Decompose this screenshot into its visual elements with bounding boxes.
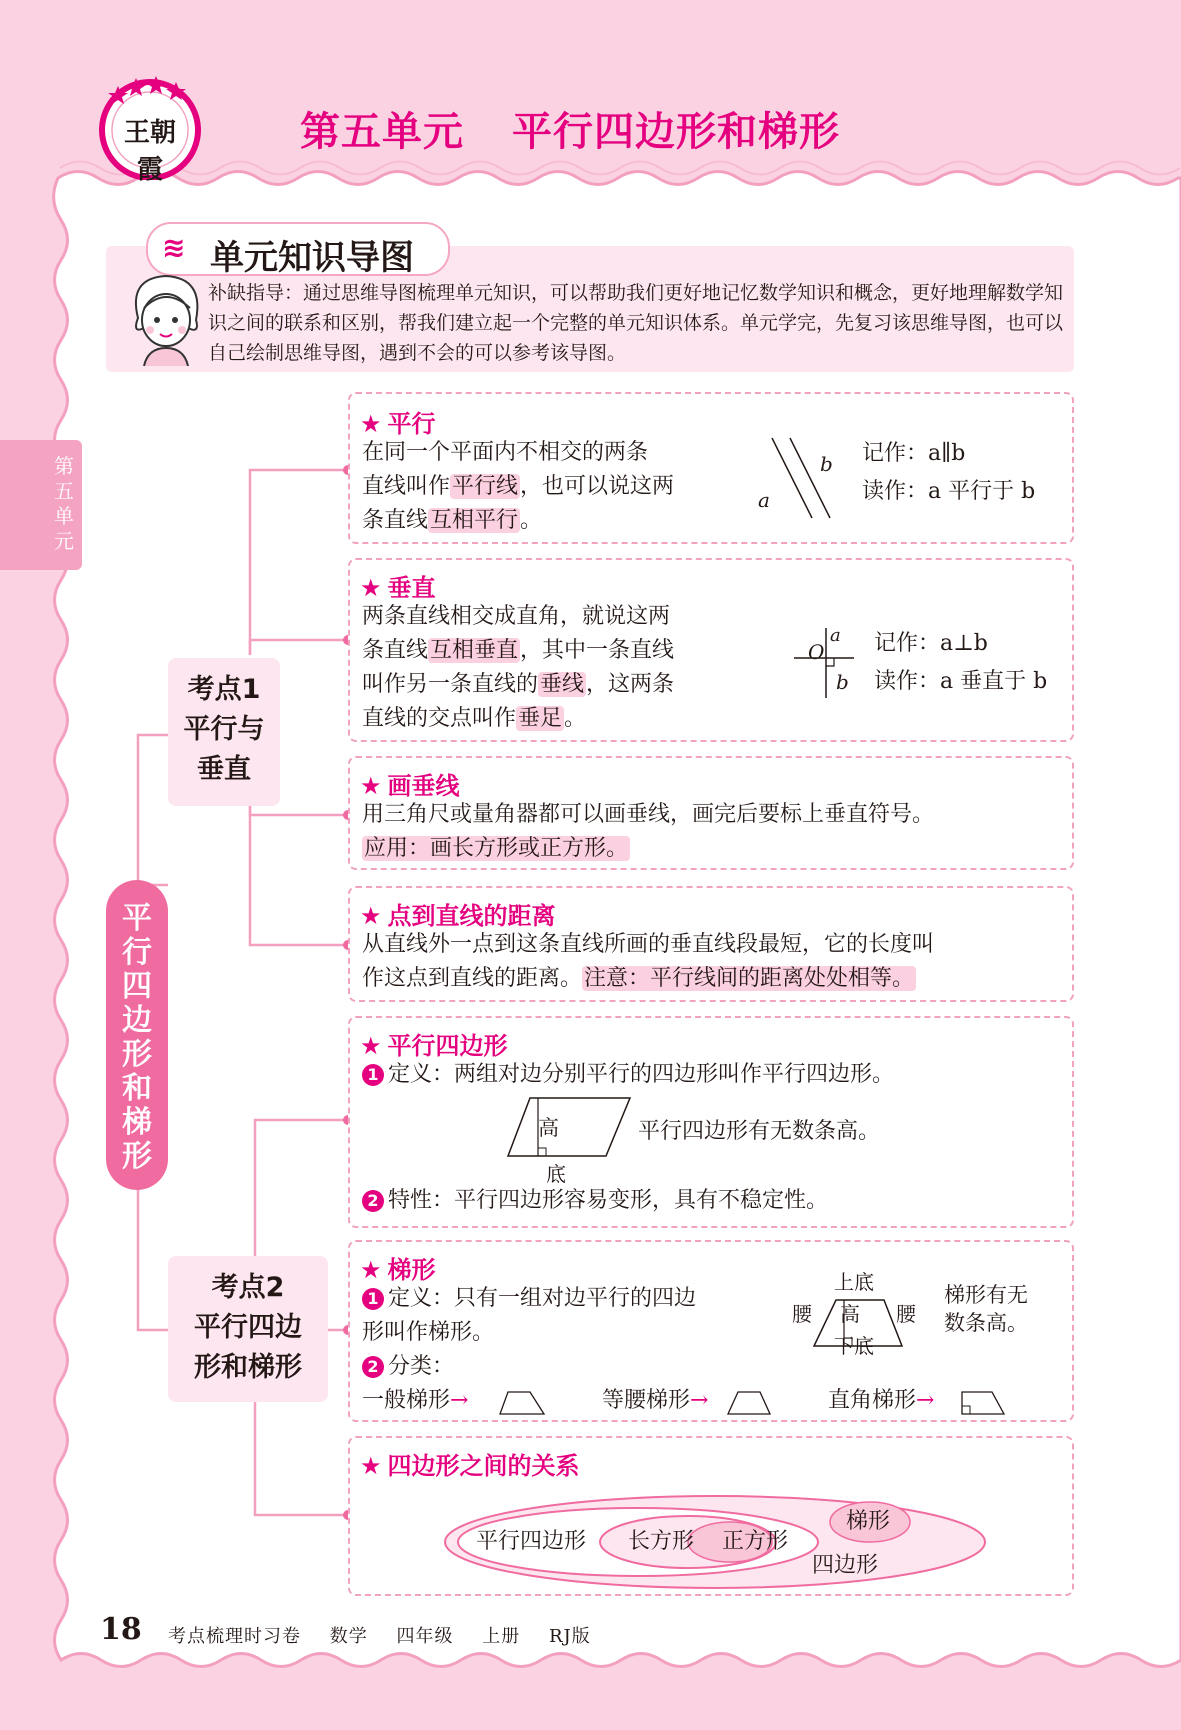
text-line: 用三角尺或量角器都可以画垂线，画完后要标上垂直符号。 bbox=[362, 802, 935, 827]
mindmap-root-label: 平行四边形和梯形 bbox=[122, 901, 152, 1174]
text-line bbox=[362, 702, 762, 736]
label-height: 高 bbox=[840, 1302, 860, 1326]
text: 。 bbox=[520, 508, 543, 533]
text: ，这两条 bbox=[586, 672, 675, 697]
side-tab-char: 五 bbox=[54, 479, 74, 503]
text-line bbox=[362, 1350, 782, 1384]
set-quadrilateral: 四边形 bbox=[812, 1553, 879, 1578]
card-distance bbox=[348, 886, 1074, 1002]
text-line bbox=[362, 634, 762, 668]
number-badge: 1 bbox=[362, 1288, 384, 1310]
perpendicular-definition bbox=[362, 600, 762, 736]
distance-text bbox=[362, 928, 1072, 996]
set-square: 正方形 bbox=[722, 1529, 789, 1554]
text: 。 bbox=[564, 706, 587, 731]
text-line bbox=[362, 504, 752, 538]
star-icon: ★ bbox=[360, 1452, 382, 1480]
keyword-highlight: 互相平行 bbox=[430, 508, 519, 533]
text: 分类： bbox=[388, 1354, 455, 1379]
text-line bbox=[362, 668, 762, 702]
trapezoid-note-1: 梯形有无 bbox=[944, 1283, 1028, 1307]
footer-subject: 数学 bbox=[329, 1626, 368, 1647]
star-icon: ★ bbox=[360, 574, 382, 602]
kaodian1-line2: 平行与 bbox=[183, 714, 265, 745]
kaodian1-label: 考点1 bbox=[187, 674, 261, 705]
page-number: 18 bbox=[100, 1612, 142, 1647]
star-icon: ★ bbox=[360, 1256, 382, 1284]
set-parallelogram: 平行四边形 bbox=[476, 1529, 587, 1554]
label-height: 高 bbox=[538, 1116, 559, 1140]
parallelogram-diagram bbox=[506, 1094, 636, 1164]
footer-book: 考点梳理时习卷 bbox=[168, 1626, 301, 1647]
girl-avatar-icon bbox=[118, 268, 214, 366]
text: 定义：只有一组对边平行的四边 bbox=[388, 1286, 697, 1311]
text-line: 两条直线相交成直角，就说这两 bbox=[362, 604, 671, 629]
star-icon: ★ bbox=[360, 1032, 382, 1060]
keyword-highlight: 注意：平行线间的距离处处相等。 bbox=[584, 966, 915, 991]
label-bottom-base: 下底 bbox=[834, 1334, 874, 1358]
label-a: a bbox=[830, 625, 841, 646]
card-relations-title bbox=[360, 1446, 580, 1481]
parallelogram-definition bbox=[362, 1058, 1066, 1092]
card-perpendicular-title bbox=[360, 568, 436, 603]
text: ，也可以说这两 bbox=[520, 474, 675, 499]
card-trapezoid bbox=[348, 1240, 1074, 1422]
footer-volume: 上册 bbox=[482, 1626, 521, 1647]
star-icon: ★ bbox=[360, 902, 382, 930]
label-top-base: 上底 bbox=[834, 1270, 874, 1294]
keyword-highlight: 垂足 bbox=[518, 706, 563, 731]
text: 定义：两组对边分别平行的四边形叫作平行四边形。 bbox=[388, 1062, 895, 1087]
card-trapezoid-title bbox=[360, 1250, 436, 1285]
kaodian2-line3: 形和梯形 bbox=[194, 1352, 302, 1383]
kaodian2-node bbox=[168, 1256, 328, 1402]
kaodian2-label: 考点2 bbox=[211, 1272, 285, 1303]
parallelogram-feature bbox=[362, 1184, 1066, 1218]
text: 作这点到直线的距离。 bbox=[362, 966, 583, 991]
label-leg-right: 腰 bbox=[896, 1302, 916, 1326]
side-tab-char: 单 bbox=[54, 504, 74, 528]
card-perpendicular bbox=[348, 558, 1074, 742]
unit-title bbox=[300, 100, 840, 157]
text: 条直线 bbox=[362, 508, 429, 533]
card-parallelogram-title bbox=[360, 1026, 508, 1061]
text-line bbox=[362, 1282, 782, 1316]
right-trapezoid-icon bbox=[958, 1388, 1008, 1418]
side-unit-tab bbox=[0, 440, 82, 570]
label-base: 底 bbox=[546, 1162, 566, 1186]
card-title-text: 点到直线的距离 bbox=[387, 902, 556, 930]
guide-text: 补缺指导：通过思维导图梳理单元知识，可以帮助我们更好地记忆数学知识和概念，更好地理解数学知识之间的联系和区别，帮我们建立起一个完整的单元知识体系。单元学完，先复习该思维导图，也可以自己绘制思维导图，遇到不会的可以参考该导图。 bbox=[208, 282, 1064, 364]
trapezoid-note-2: 数条高。 bbox=[944, 1311, 1028, 1335]
text-line: 形叫作梯形。 bbox=[362, 1320, 495, 1345]
card-title-text: 垂直 bbox=[387, 574, 436, 602]
text: 叫作另一条直线的 bbox=[362, 672, 539, 697]
isosceles-trapezoid-icon bbox=[726, 1388, 772, 1418]
keyword-highlight: 应用：画长方形或正方形。 bbox=[364, 836, 629, 861]
kaodian1-line3: 垂直 bbox=[197, 754, 251, 785]
label-o: O bbox=[808, 640, 825, 664]
keyword-highlight: 垂线 bbox=[540, 672, 585, 697]
number-badge: 2 bbox=[362, 1190, 384, 1212]
logo-text: 王朝霞 bbox=[123, 118, 176, 185]
text-line bbox=[362, 962, 1072, 996]
label-leg-left: 腰 bbox=[792, 1302, 812, 1326]
card-relations bbox=[348, 1436, 1074, 1596]
unit-name: 平行四边形和梯形 bbox=[512, 109, 840, 155]
text-line bbox=[362, 832, 1066, 866]
card-title-text: 梯形 bbox=[387, 1256, 436, 1284]
trapezoid-definition bbox=[362, 1282, 782, 1384]
card-title-text: 画垂线 bbox=[387, 772, 460, 800]
wave-icon: ≋ bbox=[162, 231, 186, 264]
unit-number: 第五单元 bbox=[300, 109, 464, 155]
parallel-definition bbox=[362, 436, 752, 538]
arrow-icon: → bbox=[450, 1388, 469, 1413]
section-heading-text: 单元知识导图 bbox=[210, 238, 414, 278]
card-parallel-title bbox=[360, 404, 436, 439]
number-badge: 1 bbox=[362, 1064, 384, 1086]
card-parallel bbox=[348, 392, 1074, 544]
text-line: 在同一个平面内不相交的两条 bbox=[362, 440, 649, 465]
card-title-text: 平行 bbox=[387, 410, 436, 438]
arrow-icon: → bbox=[690, 1388, 709, 1413]
parallel-notation: 记作：a∥b bbox=[862, 441, 966, 466]
keyword-highlight: 平行线 bbox=[452, 474, 519, 499]
text: 条直线 bbox=[362, 638, 429, 663]
card-draw-perpendicular bbox=[348, 756, 1074, 870]
label-a: a bbox=[758, 488, 770, 512]
text-line: 从直线外一点到这条直线所画的垂直线段最短，它的长度叫 bbox=[362, 932, 935, 957]
card-distance-title bbox=[360, 896, 556, 931]
trapezoid-type-2 bbox=[602, 1384, 708, 1418]
text: 直线的交点叫作 bbox=[362, 706, 517, 731]
type-isosceles: 等腰梯形 bbox=[602, 1388, 691, 1413]
set-rectangle: 长方形 bbox=[628, 1529, 695, 1554]
label-b: b bbox=[836, 670, 849, 694]
trapezoid-type-3 bbox=[828, 1384, 934, 1418]
general-trapezoid-icon bbox=[498, 1388, 548, 1418]
label-b: b bbox=[820, 452, 833, 476]
text: 特性：平行四边形容易变形，具有不稳定性。 bbox=[388, 1188, 829, 1213]
set-trapezoid: 梯形 bbox=[846, 1509, 891, 1534]
kaodian2-line2: 平行四边 bbox=[194, 1312, 302, 1343]
keyword-highlight: 互相垂直 bbox=[430, 638, 519, 663]
parallel-reading: 读作：a 平行于 b bbox=[862, 479, 1036, 504]
star-icon: ★ bbox=[360, 772, 382, 800]
perpendicular-reading: 读作：a 垂直于 b bbox=[874, 669, 1048, 694]
star-icon: ★ bbox=[360, 410, 382, 438]
card-draw-perpendicular-title bbox=[360, 766, 460, 801]
text: 直线叫作 bbox=[362, 474, 451, 499]
type-right: 直角梯形 bbox=[828, 1388, 917, 1413]
card-parallelogram bbox=[348, 1016, 1074, 1228]
arrow-icon: → bbox=[916, 1388, 935, 1413]
mindmap-root bbox=[106, 880, 168, 1190]
side-tab-label bbox=[52, 454, 76, 554]
kaodian1-node bbox=[168, 658, 280, 806]
card-title-text: 四边形之间的关系 bbox=[387, 1452, 580, 1480]
perpendicular-notation: 记作：a⊥b bbox=[874, 631, 988, 656]
card-title-text: 平行四边形 bbox=[387, 1032, 508, 1060]
draw-perpendicular-text bbox=[362, 798, 1066, 866]
side-tab-char: 第 bbox=[54, 454, 74, 478]
footer-grade: 四年级 bbox=[396, 1626, 454, 1647]
text-line bbox=[362, 470, 752, 504]
footer-edition: RJ版 bbox=[548, 1626, 591, 1647]
text: ，其中一条直线 bbox=[520, 638, 675, 663]
type-general: 一般梯形 bbox=[362, 1388, 451, 1413]
footer-info bbox=[168, 1622, 613, 1648]
parallelogram-note: 平行四边形有无数条高。 bbox=[638, 1119, 881, 1144]
number-badge: 2 bbox=[362, 1356, 384, 1378]
side-tab-char: 元 bbox=[54, 529, 74, 553]
